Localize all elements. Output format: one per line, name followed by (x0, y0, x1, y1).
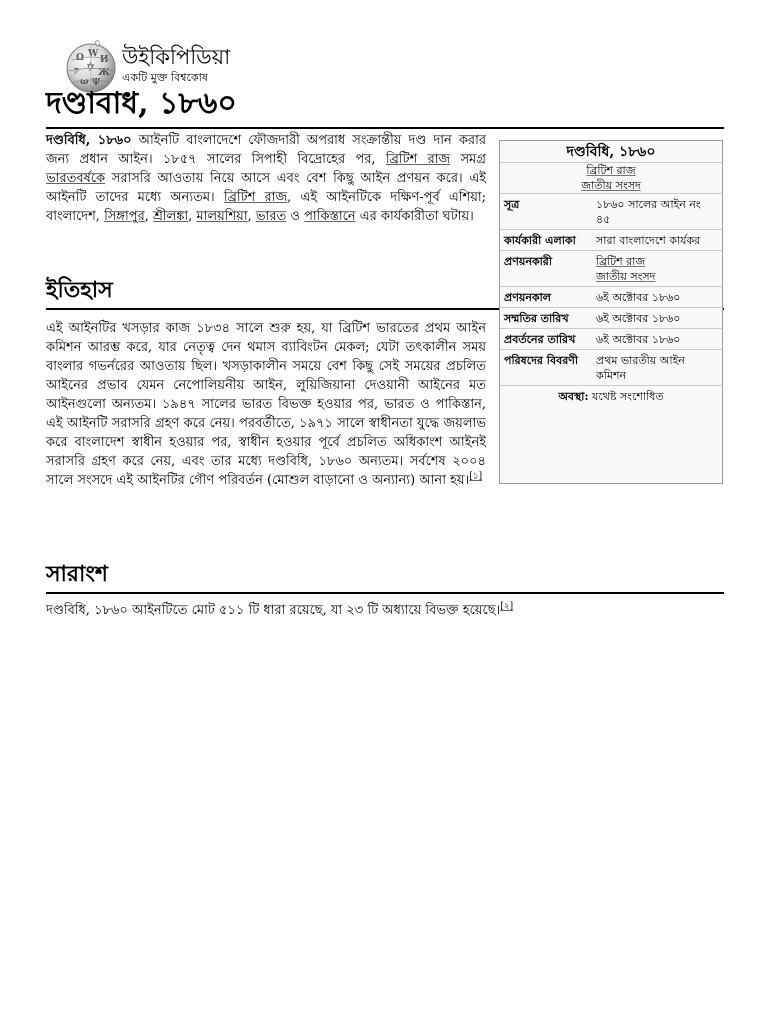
page-title: দণ্ডাবাধ, ১৮৬০ (46, 86, 237, 121)
summary-text: দণ্ডবিধি, ১৮৬০ আইনটিতে মোট ৫১১ টি ধারা রয়েছে, যা ২৩ টি অধ্যায়ে বিভক্ত হয়েছে। (46, 603, 501, 618)
infobox-row-source (500, 193, 722, 229)
infobox-value: ১৮৬০ সালের আইন নং ৪৫ (596, 198, 701, 226)
infobox-value: সারা বাংলাদেশে কার্যকর (596, 234, 701, 247)
link-pakistan[interactable]: পাকিস্তানে (304, 209, 356, 224)
intro-bold-lead: দণ্ডবিধি, ১৮৬০ (46, 133, 132, 148)
infobox-label: সম্মতির তারিখ (504, 312, 569, 325)
infobox-value: প্রথম ভারতীয় আইন কমিশন (596, 354, 685, 382)
intro-text: আইনটি বাংলাদেশে ফৌজদারী অপরাধ সংক্রান্তীয় দণ্ড দান করার জন্য প্রধান আইন। ১৮৫৭ সালের সিপাহী বিদ্রোহের পর, (46, 133, 487, 167)
infobox-value: ৬ই অক্টোবর ১৮৬০ (596, 333, 681, 346)
svg-text:Ж: Ж (98, 68, 110, 78)
section-heading-summary: সারাংশ (46, 561, 108, 587)
reference-link-1[interactable]: [১] (469, 471, 483, 482)
infobox-link-parliament-2[interactable]: জাতীয় সংসদ (596, 270, 656, 283)
infobox-row-assent (500, 307, 722, 328)
svg-text:ω: ω (80, 77, 89, 87)
svg-text:Ω: Ω (76, 53, 85, 63)
infobox-subtitle (500, 162, 722, 193)
infobox-status-label: অবস্থা: (558, 390, 589, 403)
link-indian-subcontinent[interactable]: ভারতবর্ষকে (46, 171, 106, 186)
section-heading-history: ইতিহাস (46, 277, 113, 303)
history-text: এই আইনটির খসড়ার কাজ ১৮৩৪ সালে শুরু হয়, যা ব্রিটিশ ভারতের প্রথম আইন কমিশন আরম্ভ করে, যার নেতৃত্ব দেন থমাস ব্যাবিংটন মেকল; যেটা তৎকালীন সময় বাংলার গভর্নরের আওতায় ছিল। খসড়াকালীন সময়ে বেশ কিছু সেই সময়ের প্রচলিত আইনের প্রভাব যেমন নেপোলিয়নীয় আইন, লুয়িজিয়ানা দেওয়ানী আইনের মত আইনগুলো অন্যতম। ১৯৪৭ সালের ভারত বিভক্ত হওয়ার পর, ভারত ও পাকিস্তান, এই আইনটি সরাসরি গ্রহণ করে নেয়। পরবর্তীতে, ১৯৭১ সালে স্বাধীনতা যুদ্ধে জয়লাভ করে বাংলাদেশ স্বাধীন হওয়ার পর, স্বাধীন হওয়ার পূর্বে প্রচলিত অধিকাংশ আইনই সরাসরি গ্রহণ করে নেয়, এবং তার মধ্যে দণ্ডবিধি, ১৮৬০ অন্যতম। সর্বশেষ ২০০৪ সালে সংসদে এই আইনটির গৌণ পরিবর্তন (মোশুল বাড়ানো ও অন্যান্য) আনা হয়। (46, 321, 486, 488)
infobox-label: কার্যকারী এলাকা (504, 234, 576, 247)
infobox-value: ৬ই অক্টোবর ১৮৬০ (596, 291, 681, 304)
infobox-row-enacted (500, 286, 722, 307)
title-divider (46, 127, 724, 129)
site-tagline: একটি মুক্ত বিশ্বকোষ (122, 71, 208, 84)
infobox-status (500, 385, 722, 406)
infobox-link-parliament[interactable]: জাতীয় সংসদ (581, 179, 641, 192)
infobox-label: পরিষদের বিবরণী (504, 354, 579, 367)
intro-text: , (188, 209, 197, 224)
link-srilanka[interactable]: শ্রীলঙ্কা (153, 209, 189, 224)
infobox-row-enacted-by (500, 250, 722, 286)
intro-text: সরাসরি আওতায় নিয়ে আসে এবং বেশ কিছু আইন প্রণয়ন করে। এই আইনটি তাদের মধ্যে অন্যতম। (46, 171, 486, 205)
intro-text: , (247, 209, 256, 224)
svg-text:И: И (100, 55, 109, 65)
infobox-title: দণ্ডবিধি, ১৮৬০ (566, 144, 656, 160)
infobox-label: সূত্র (504, 198, 520, 211)
infobox-row-jurisdiction (500, 229, 722, 250)
intro-text: , (144, 209, 154, 224)
infobox-label: প্রণয়নকাল (504, 291, 551, 304)
link-british-raj[interactable]: ব্রিটিশ রাজ (385, 152, 451, 167)
infobox-label: প্রণয়নকারী (504, 255, 552, 268)
link-malaysia[interactable]: মালয়শিয়া (196, 209, 248, 224)
summary-paragraph (46, 601, 724, 620)
infobox-row-commenced (500, 328, 722, 349)
infobox (499, 140, 723, 484)
site-name[interactable]: উইকিপিডিয়া (122, 45, 231, 69)
intro-text: , এই আইনটিকে দক্ষিণ-পূর্ব এশিয়া; বাংলাদেশ, (46, 190, 486, 224)
infobox-link-british-raj-2[interactable]: ব্রিটিশ রাজ (596, 255, 646, 268)
intro-paragraph (46, 131, 486, 226)
summary-divider (46, 592, 724, 594)
link-british-raj-2[interactable]: ব্রিটিশ রাজ (223, 190, 288, 205)
link-singapore[interactable]: সিঙ্গাপুর (104, 209, 145, 224)
infobox-value (596, 254, 722, 284)
reference-link-2[interactable]: [২] (500, 601, 514, 612)
link-india[interactable]: ভারত (255, 209, 287, 224)
infobox-row-committee (500, 349, 722, 385)
svg-text:ウ: ウ (86, 63, 96, 73)
infobox-link-british-raj[interactable]: ব্রিটিশ রাজ (586, 164, 636, 177)
infobox-status-value: যথেষ্ট সংশোধিত (588, 390, 664, 403)
infobox-value: ৬ই অক্টোবর ১৮৬০ (596, 312, 681, 325)
svg-text:Ψ: Ψ (92, 78, 101, 88)
svg-text:ק: ק (74, 66, 79, 76)
history-paragraph (46, 319, 486, 490)
infobox-label: প্রবর্তনের তারিখ (504, 333, 576, 346)
svg-text:W: W (88, 49, 99, 59)
intro-text: ও (286, 209, 305, 224)
intro-text: সমগ্র (450, 152, 486, 167)
intro-text: এর কার্যকারীতা ঘটায়। (355, 209, 474, 224)
